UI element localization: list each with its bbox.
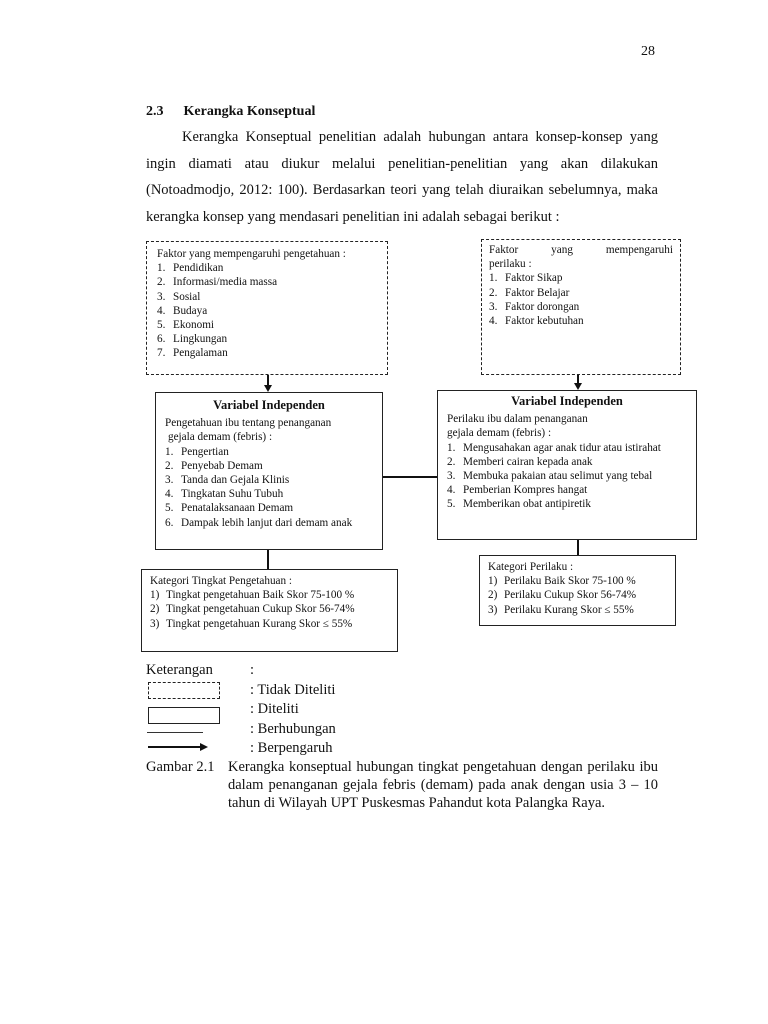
list-number: 5. [447,498,456,511]
list-number: 1. [165,445,174,458]
list-item [165,445,373,459]
list-number: 3. [489,300,498,313]
list-item [157,318,377,332]
legend-line [147,732,203,733]
figure-caption [146,758,658,812]
list-text: Perilaku Cukup Skor 56-74% [504,589,637,602]
list-number: 4. [157,304,166,317]
list-text: Lingkungan [173,333,228,346]
arrow-head-icon [264,385,272,392]
list-item [165,473,373,487]
legend-item: : Berhubungan [250,721,336,737]
box-desc: gejala demam (febris) : [168,431,273,444]
list-item [489,314,673,328]
list-item [447,441,687,455]
list-number: 4. [489,315,498,328]
list-number: 3. [157,290,166,303]
list-item [447,483,687,497]
category-knowledge-box [141,569,398,652]
category-behavior-box [479,555,676,626]
title-word: mempengaruhi [605,244,673,256]
factor-behavior-box [481,239,681,375]
connector-line [577,540,579,555]
list-number: 2. [165,459,174,472]
list-item [150,588,389,602]
legend-arrow-line [148,746,200,748]
list-number: 7. [157,347,166,360]
box-desc: gejala demam (febris) : [447,427,552,440]
list-item [157,346,377,360]
list-number: 6. [157,333,166,346]
list-number: 1. [157,262,166,275]
intro-paragraph: Kerangka Konseptual penelitian adalah hubungan antara konsep-konsep yang ingin diamati atau diukur melalui penelitian-penelitian yang akan dilakukan (Notoadmodjo, 2012: 100). Berdasarkan teori yang telah diuraikan sebelumnya, maka kerangka konsep yang mendasari penelitian ini adalah sebagai berikut : [146,129,658,225]
connector-line [267,550,269,569]
list-number: 3) [150,617,160,630]
list-item [165,501,373,515]
list-item [489,271,673,285]
category-knowledge-list [150,588,389,631]
list-text: Budaya [173,304,208,317]
category-behavior-list [488,574,667,617]
list-number: 2. [489,286,498,299]
list-item [447,469,687,483]
list-number: 1) [150,589,160,602]
variable-behavior-list [447,441,687,512]
list-item [488,603,667,617]
list-item [489,286,673,300]
list-item [150,602,389,616]
caption-label: Gambar 2.1 [146,759,215,775]
legend-title: Keterangan [146,662,213,678]
list-item [488,574,667,588]
relation-line [383,476,437,478]
list-text: Informasi/media massa [173,276,278,289]
list-text: Tingkat pengetahuan Cukup Skor 56-74% [166,603,355,616]
variable-behavior-box [437,390,697,540]
list-text: Memberikan obat antipiretik [463,498,591,511]
legend-dashed-box [148,682,220,699]
box-desc: Pengetahuan ibu tentang penanganan [165,417,332,430]
list-text: Pendidikan [173,262,224,275]
list-text: Pengalaman [173,347,228,360]
list-number: 5. [165,502,174,515]
list-text: Ekonomi [173,319,215,332]
list-item [488,588,667,602]
list-number: 3) [488,603,498,616]
list-item [150,617,389,631]
title-word: Faktor [489,244,519,256]
list-text: Perilaku Kurang Skor ≤ 55% [504,603,634,616]
list-text: Tingkat pengetahuan Kurang Skor ≤ 55% [166,617,353,630]
list-text: Faktor dorongan [505,300,580,313]
list-number: 1. [447,441,456,454]
arrow-right-icon [200,743,208,751]
list-text: Perilaku Baik Skor 75-100 % [504,575,636,588]
box-desc: Perilaku ibu dalam penanganan [447,413,588,426]
box-title: Kategori Tingkat Pengetahuan : [150,575,293,587]
variable-knowledge-box [155,392,383,550]
list-number: 2) [488,589,498,602]
list-text: Tingkat pengetahuan Baik Skor 75-100 % [166,589,355,602]
list-item [447,497,687,511]
list-number: 1) [488,575,498,588]
list-number: 5. [157,319,166,332]
list-text: Faktor kebutuhan [505,315,584,328]
list-text: Tanda dan Gejala Klinis [181,474,290,487]
caption-text: Kerangka konseptual hubungan tingkat pengetahuan dengan perilaku ibu dalam penanganan gejala febris (demam) pada anak dengan usia 3 – 10 tahun di Wilayah UPT Puskesmas Pahandut kota Palangka Raya. [228,759,658,811]
legend-item: : Berpengaruh [250,740,333,756]
list-item [157,290,377,304]
section-number: 2.3 [146,104,164,119]
list-text: Pengertian [181,445,229,458]
factor-knowledge-box [146,241,388,375]
list-text: Mengusahakan agar anak tidur atau istirahat [463,441,661,454]
title-word: yang [551,244,573,256]
list-number: 2) [150,603,160,616]
list-number: 3. [165,474,174,487]
list-number: 2. [157,276,166,289]
list-text: Memberi cairan kepada anak [463,455,593,468]
factor-knowledge-list [157,261,377,360]
section-title: Kerangka Konseptual [183,104,316,119]
list-number: 3. [447,470,456,483]
list-number: 4. [447,484,456,497]
list-item [165,487,373,501]
list-item [165,516,373,530]
box-title-end: perilaku : [489,258,532,271]
list-text: Faktor Sikap [505,272,563,285]
box-title: Faktor yang mempengaruhi pengetahuan : [157,248,346,260]
box-title [489,243,673,257]
list-text: Tingkatan Suhu Tubuh [181,488,284,501]
list-item [157,332,377,346]
variable-knowledge-list [165,445,373,530]
factor-behavior-list [489,271,673,328]
list-item [447,455,687,469]
section-heading [146,104,335,120]
list-number: 1. [489,272,498,285]
box-title: Variabel Independen [511,394,623,408]
legend-item: : Tidak Diteliti [250,682,336,698]
list-number: 6. [165,516,174,529]
list-text: Pemberian Kompres hangat [463,484,588,497]
list-text: Faktor Belajar [505,286,570,299]
list-number: 4. [165,488,174,501]
legend-item: : Diteliti [250,701,299,717]
list-text: Penatalaksanaan Demam [181,502,294,515]
list-text: Sosial [173,290,201,303]
list-item [165,459,373,473]
page-number: 28 [641,44,655,59]
legend-solid-box [148,707,220,724]
list-number: 2. [447,455,456,468]
box-title: Variabel Independen [213,398,325,412]
list-item [157,304,377,318]
arrow-head-icon [574,383,582,390]
list-text: Membuka pakaian atau selimut yang tebal [463,470,653,483]
legend-colon: : [250,662,255,678]
box-title: Kategori Perilaku : [488,561,574,573]
list-text: Dampak lebih lanjut dari demam anak [181,516,353,529]
list-item [489,300,673,314]
list-item [157,261,377,275]
list-text: Penyebab Demam [181,459,263,472]
list-item [157,275,377,289]
